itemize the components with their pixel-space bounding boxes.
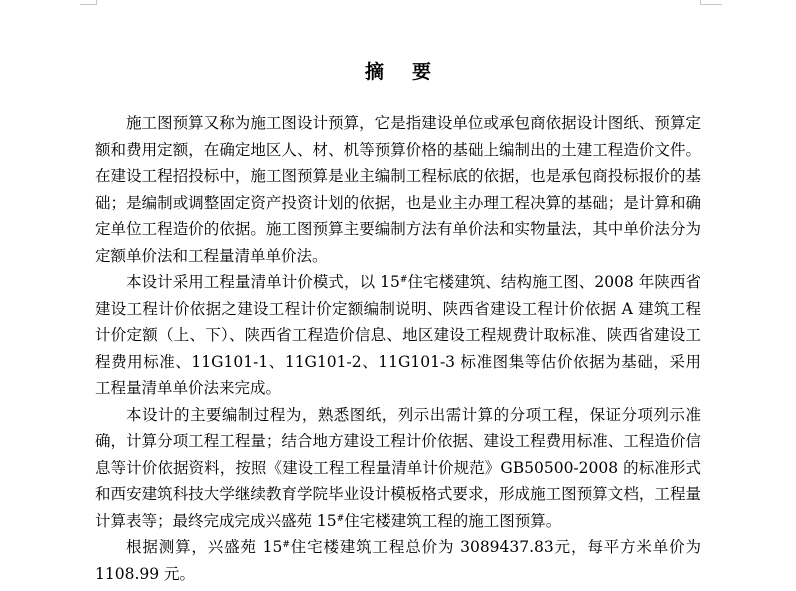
crop-mark (96, 0, 97, 5)
abstract-body (95, 110, 701, 587)
abstract-title: 摘要 (364, 61, 459, 83)
paragraph-text: 根据测算，兴盛苑 15 (126, 538, 283, 556)
abstract-paragraph (95, 402, 701, 535)
paragraph-text: 住宅楼建筑工程总价为 3089437.83元，每平方米单价为 1108.99 元。 (95, 538, 701, 583)
abstract-paragraph (95, 110, 701, 269)
abstract-paragraph (95, 269, 701, 402)
crop-mark (80, 4, 96, 5)
paragraph-text: 住宅楼建筑工程的施工图预算。 (344, 511, 562, 530)
paragraph-text: 本设计采用工程量清单计价模式，以 15 (126, 273, 400, 291)
abstract-paragraph (95, 534, 701, 587)
paragraph-text: 住宅楼建筑、结构施工图、2008 年陕西省建设工程计价依据之建设工程计价定额编制说明、陕西省建设工程计价依据 A 建筑工程计价定额（上、下）、陕西省工程造价信息、地区建设工程规费计取标准、陕西省建设工程费用标准、11G101-1、11G101-2、11G101-3 标准图集等估价依据为基础，采用工程量清单单价法来完成。 (95, 273, 702, 397)
crop-mark (700, 0, 701, 5)
building-number-mark: # (282, 540, 290, 550)
building-number-mark: # (399, 275, 408, 285)
building-number-mark: # (336, 513, 345, 524)
paragraph-text: 本设计的主要编制过程为，熟悉图纸，列示出需计算的分项工程，保证分项列示准确，计算分项工程工程量；结合地方建设工程计价依据、建设工程费用标准、工程造价信息等计价依据资料，按照《建设工程工程量清单计价规范》GB50500-2008 的标准形式和西安建筑科技大学继续教育学院毕业设计模板格式要求，形成施工图预算文档，工程量计算表等；最终完成完成兴盛苑 15 (95, 405, 701, 530)
crop-mark (700, 4, 722, 5)
paragraph-text: 施工图预算又称为施工图设计预算，它是指建设单位或承包商依据设计图纸、预算定额和费用定额，在确定地区人、材、机等预算价格的基础上编制出的土建工程造价文件。在建设工程招投标中，施工图预算是业主编制工程标底的依据，也是承包商投标报价的基础；是编制或调整固定资产投资计划的依据，也是业主办理工程决算的基础；是计算和确定单位工程造价的依据。施工图预算主要编制方法有单价法和实物量法，其中单价法分为定额单价法和工程量清单单价法。 (95, 114, 701, 265)
